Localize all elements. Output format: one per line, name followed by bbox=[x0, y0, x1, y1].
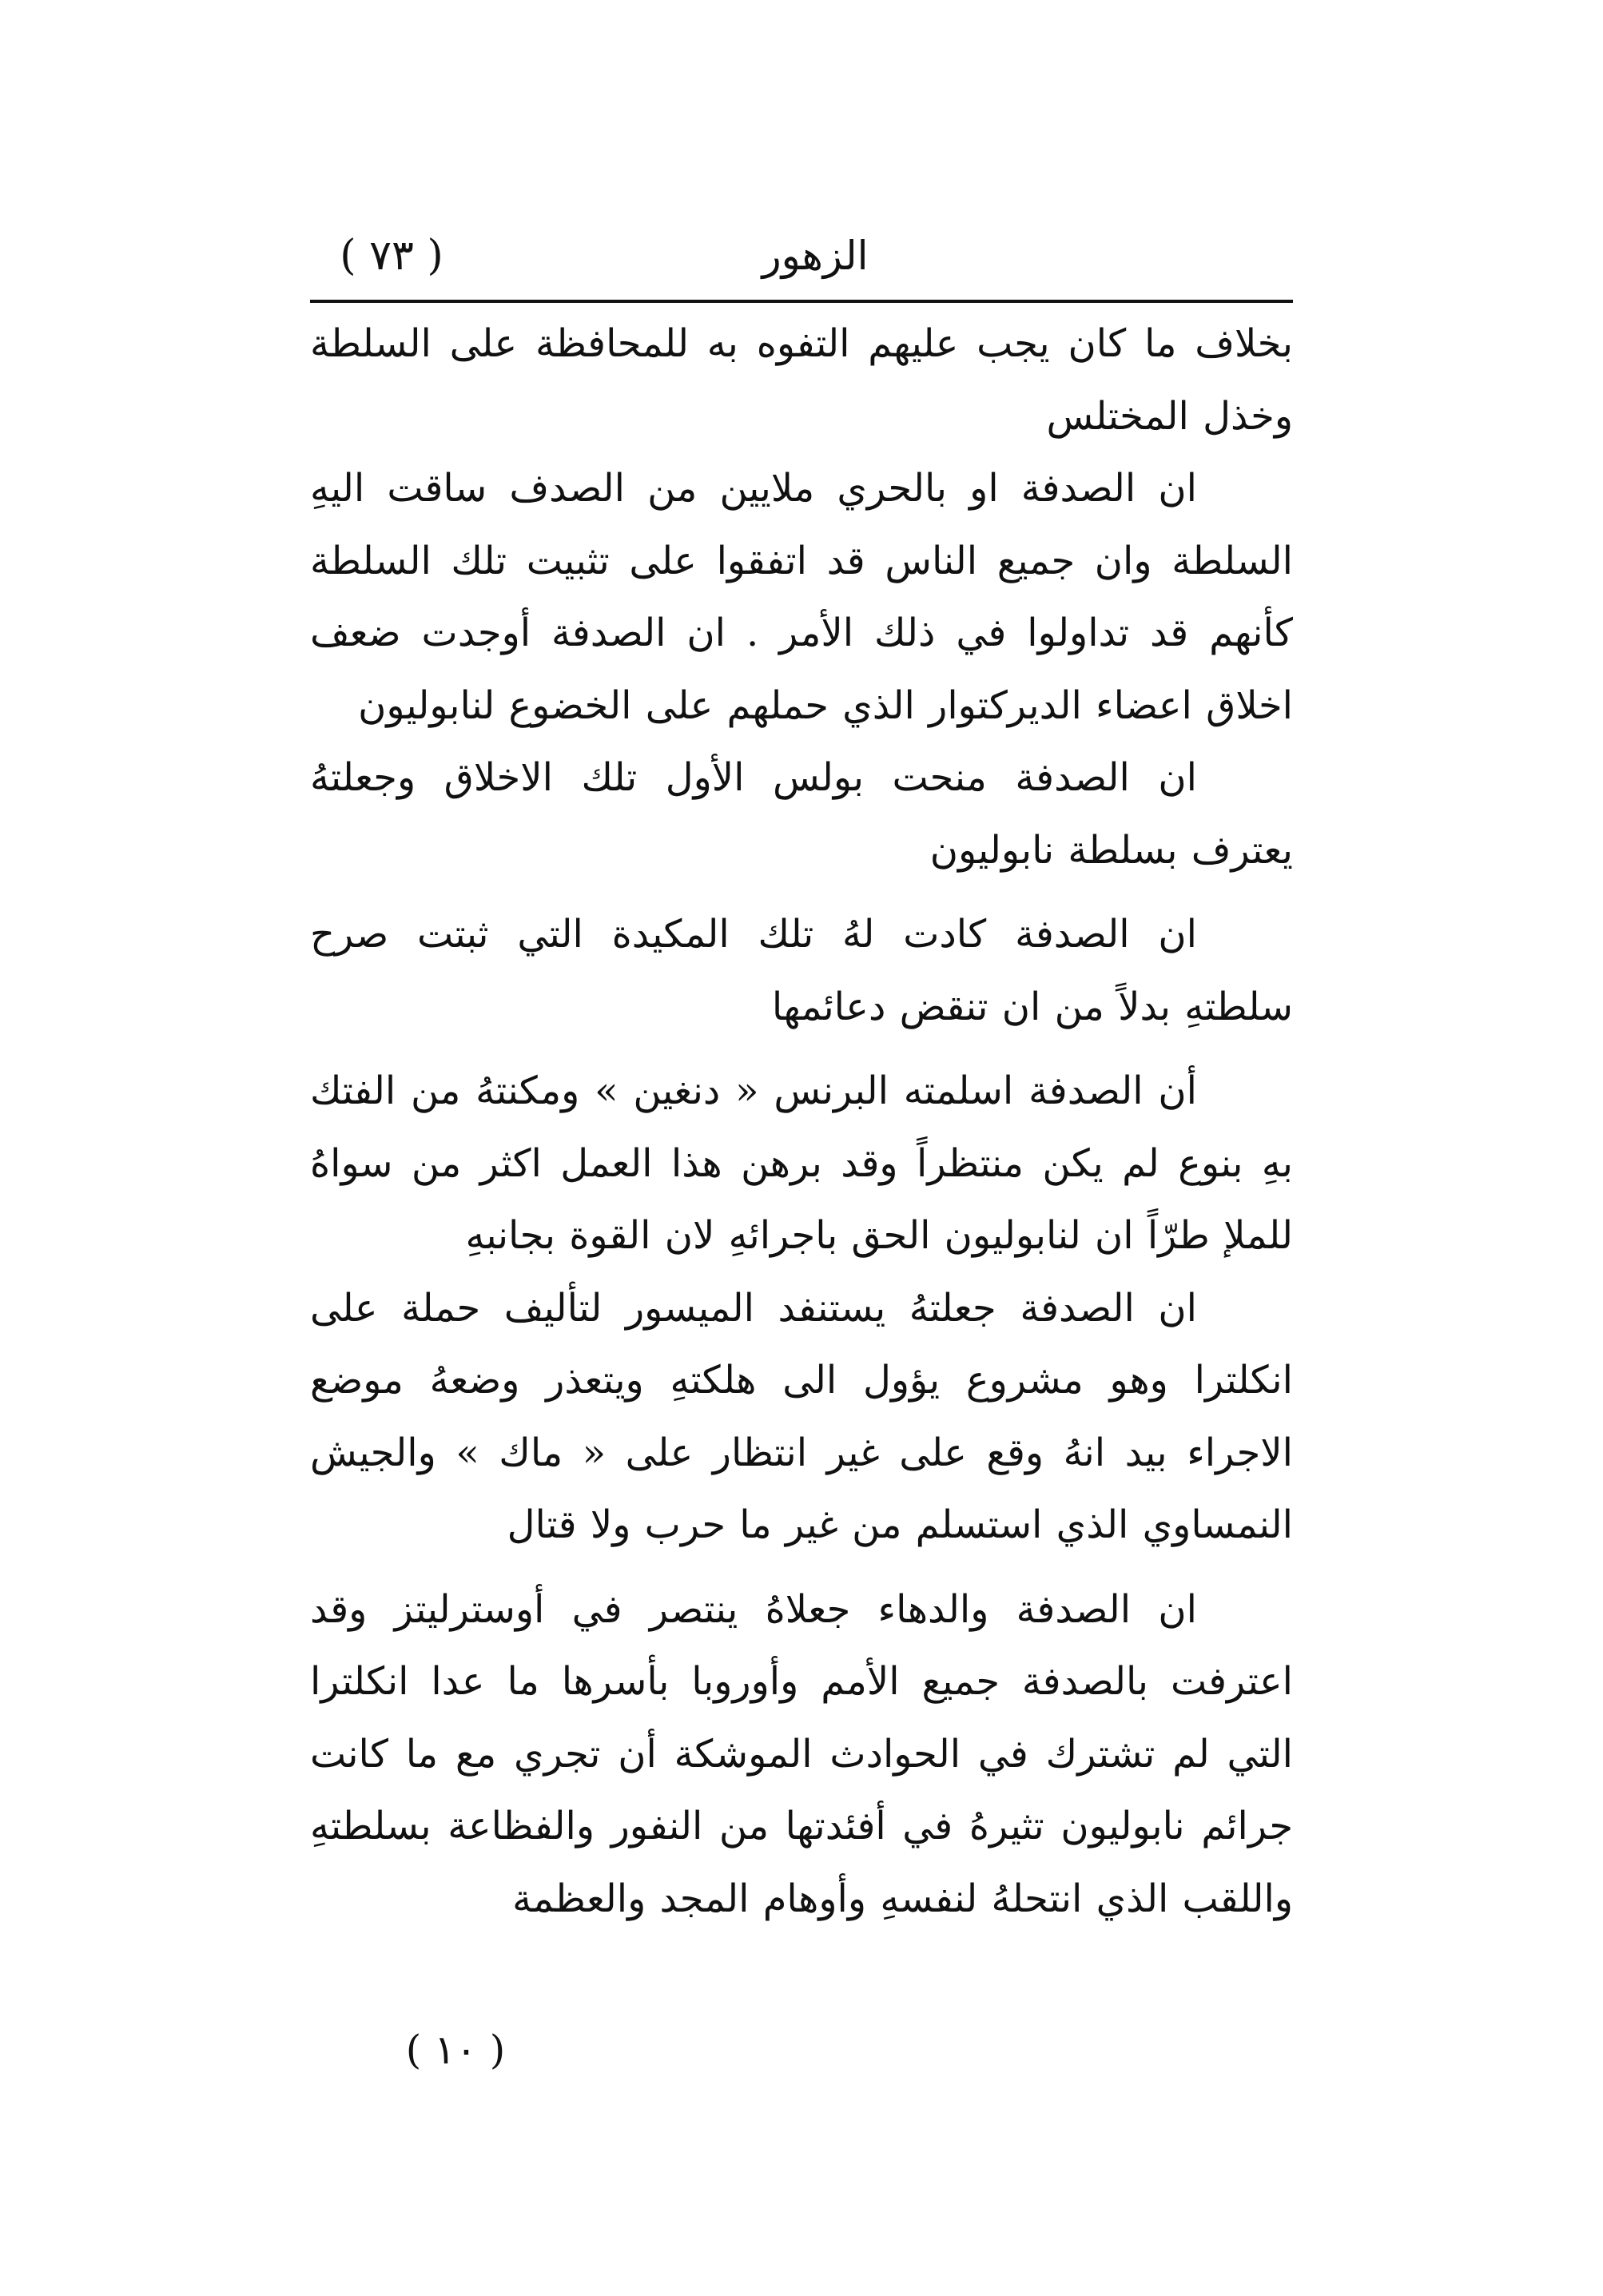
paragraph-1: بخلاف ما كان يجب عليهم التفوه به للمحافظة على السلطة وخذل المختلس bbox=[310, 321, 1293, 439]
header-rule bbox=[310, 300, 1293, 303]
paragraph-4: ان الصدفة كادت لهُ تلك المكيدة التي ثبتت صرح سلطتهِ بدلاً من ان تنقض دعائمها bbox=[310, 912, 1293, 1029]
body-text bbox=[310, 308, 1293, 1935]
signature-mark: ( ١٠ ) bbox=[405, 2027, 506, 2073]
paragraph-7: ان الصدفة والدهاء جعلاهُ ينتصر في أوسترليتز وقد اعترفت بالصدفة جميع الأمم وأوروبا بأسرها ما عدا انكلترا التي لم تشترك في الحوادث الموشكة أن تجري مع ما كانت جرائم نابوليون تثيرهُ في أفئدتها من النفور والفظاعة بسلطتهِ واللقب الذي انتحلهُ لنفسهِ وأوهام المجد والعظمة bbox=[310, 1586, 1293, 1921]
paragraph-6: ان الصدفة جعلتهُ يستنفد الميسور لتأليف حملة على انكلترا وهو مشروع يؤول الى هلكتهِ ويتعذر وضعهُ موضع الاجراء بيد انهُ وقع على غير انتظار على « ماك » والجيش النمساوي الذي استسلم من غير ما حرب ولا قتال bbox=[310, 1285, 1293, 1547]
page-number: ( ٧٣ ) bbox=[340, 232, 444, 280]
paragraph-3: ان الصدفة منحت بولس الأول تلك الاخلاق وجعلتهُ يعترف بسلطة نابوليون bbox=[310, 755, 1293, 873]
running-title: الزهور bbox=[762, 233, 869, 279]
paragraph-2: ان الصدفة او بالحري ملايين من الصدف ساقت اليهِ السلطة وان جميع الناس قد اتفقوا على تثبيت تلك السلطة كأنهم قد تداولوا في ذلك الأمر . ان الصدفة أوجدت ضعف اخلاق اعضاء الديركتوار الذي حملهم على الخضوع لنابوليون bbox=[310, 466, 1293, 728]
paragraph-5: أن الصدفة اسلمته البرنس « دنغين » ومكنتهُ من الفتك بهِ بنوع لم يكن منتظراً وقد برهن هذا العمل اكثر من سواهُ للملإ طرّاً ان لنابوليون الحق باجرائهِ لان القوة بجانبهِ bbox=[310, 1068, 1293, 1258]
running-header bbox=[312, 224, 1295, 296]
